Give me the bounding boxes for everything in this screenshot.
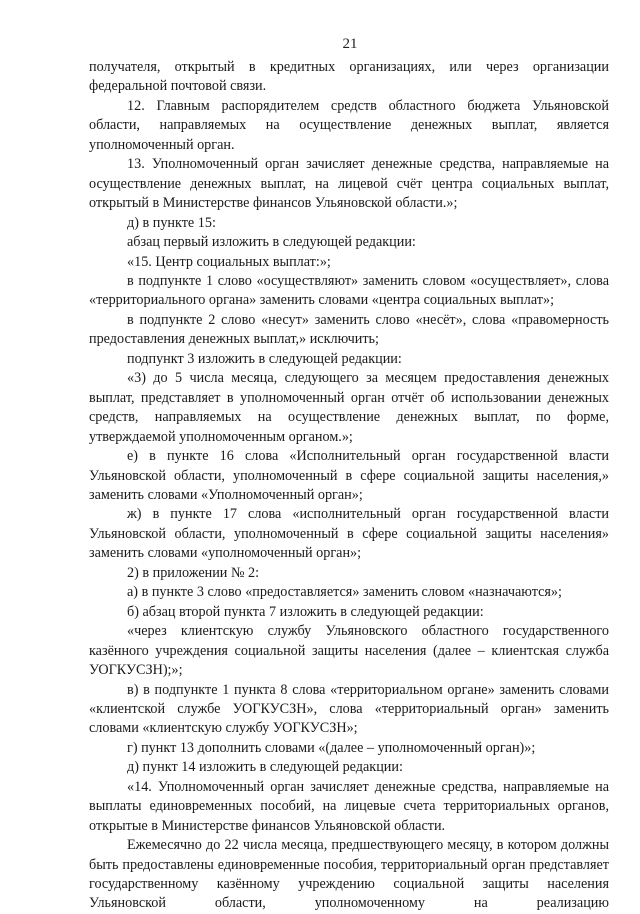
paragraph: подпункт 3 изложить в следующей редакции: bbox=[127, 350, 402, 367]
paragraph: получателя, открытый в кредитных организациях, или через организации федеральной почтовой связи. bbox=[89, 59, 609, 95]
paragraph: в) в подпункте 1 пункта 8 слова «территориальном органе» заменить словами «клиентской службе УОГКУСЗН», слова «территориальный орган» заменить словами «клиентскую службу УОГКУСЗН»; bbox=[89, 681, 609, 737]
paragraph: абзац первый изложить в следующей редакции: bbox=[127, 234, 416, 251]
paragraph: «15. Центр социальных выплат:»; bbox=[127, 253, 331, 270]
paragraph: «14. Уполномоченный орган зачисляет денежные средства, направляемые на выплаты единовременных пособий, на лицевые счета территориальных органов, открытые в Министерстве финансов Ульяновской области. bbox=[89, 778, 609, 834]
paragraph: в подпункте 1 слово «осуществляют» заменить словом «осуществляет», слова «территориального органа» заменить словами «центра социальных выплат»; bbox=[89, 272, 609, 309]
paragraph: б) абзац второй пункта 7 изложить в следующей редакции: bbox=[127, 603, 484, 620]
paragraph: ж) в пункте 17 слова «исполнительный орган государственной власти Ульяновской области, уполномоченный в сфере социальной защиты населения» заменить словами «уполномоченный орган»; bbox=[89, 506, 609, 562]
paragraph: е) в пункте 16 слова «Исполнительный орган государственной власти Ульяновской области, уполномоченный в сфере социальной защиты населения,» заменить словами «Уполномоченный орган»; bbox=[89, 448, 609, 503]
paragraph: 12. Главным распорядителем средств областного бюджета Ульяновской области, направляемых на осуществление денежных выплат, является уполномоченный орган. bbox=[89, 97, 609, 153]
document-body bbox=[89, 58, 609, 914]
paragraph: г) пункт 13 дополнить словами «(далее – уполномоченный орган)»; bbox=[127, 739, 536, 756]
page-number: 21 bbox=[342, 36, 358, 52]
paragraph: 13. Уполномоченный орган зачисляет денежные средства, направляемые на осуществление денежных выплат, на лицевой счёт центра социальных выплат, открытый в Министерстве финансов Ульяновской области.»; bbox=[89, 156, 609, 212]
paragraph: а) в пункте 3 слово «предоставляется» заменить словом «назначаются»; bbox=[127, 584, 562, 601]
paragraph: «через клиентскую службу Ульяновского областного государственного казённого учреждения социальной защиты населения (далее – клиентская служба УОГКУСЗН);»; bbox=[89, 623, 609, 679]
paragraph: в подпункте 2 слово «несут» заменить слово «несёт», слова «правомерность предоставления денежных выплат,» исключить; bbox=[89, 311, 609, 348]
paragraph: Ежемесячно до 22 числа месяца, предшествующего месяцу, в котором должны быть предоставлены единовременные пособия, территориальный орган представляет государственному казённому учреждению социальной защиты населения Ульяновской области, уполномоченному на реализацию bbox=[89, 837, 609, 912]
paragraph: д) в пункте 15: bbox=[127, 214, 216, 231]
paragraph: «3) до 5 числа месяца, следующего за месяцем предоставления денежных выплат, представляет в уполномоченный орган отчёт об использовании денежных средств, направляемых на осуществление денежных выплат, по форме, утверждаемой уполномоченным органом.»; bbox=[89, 370, 609, 445]
paragraph: 2) в приложении № 2: bbox=[127, 564, 260, 581]
paragraph: д) пункт 14 изложить в следующей редакции: bbox=[127, 759, 403, 776]
